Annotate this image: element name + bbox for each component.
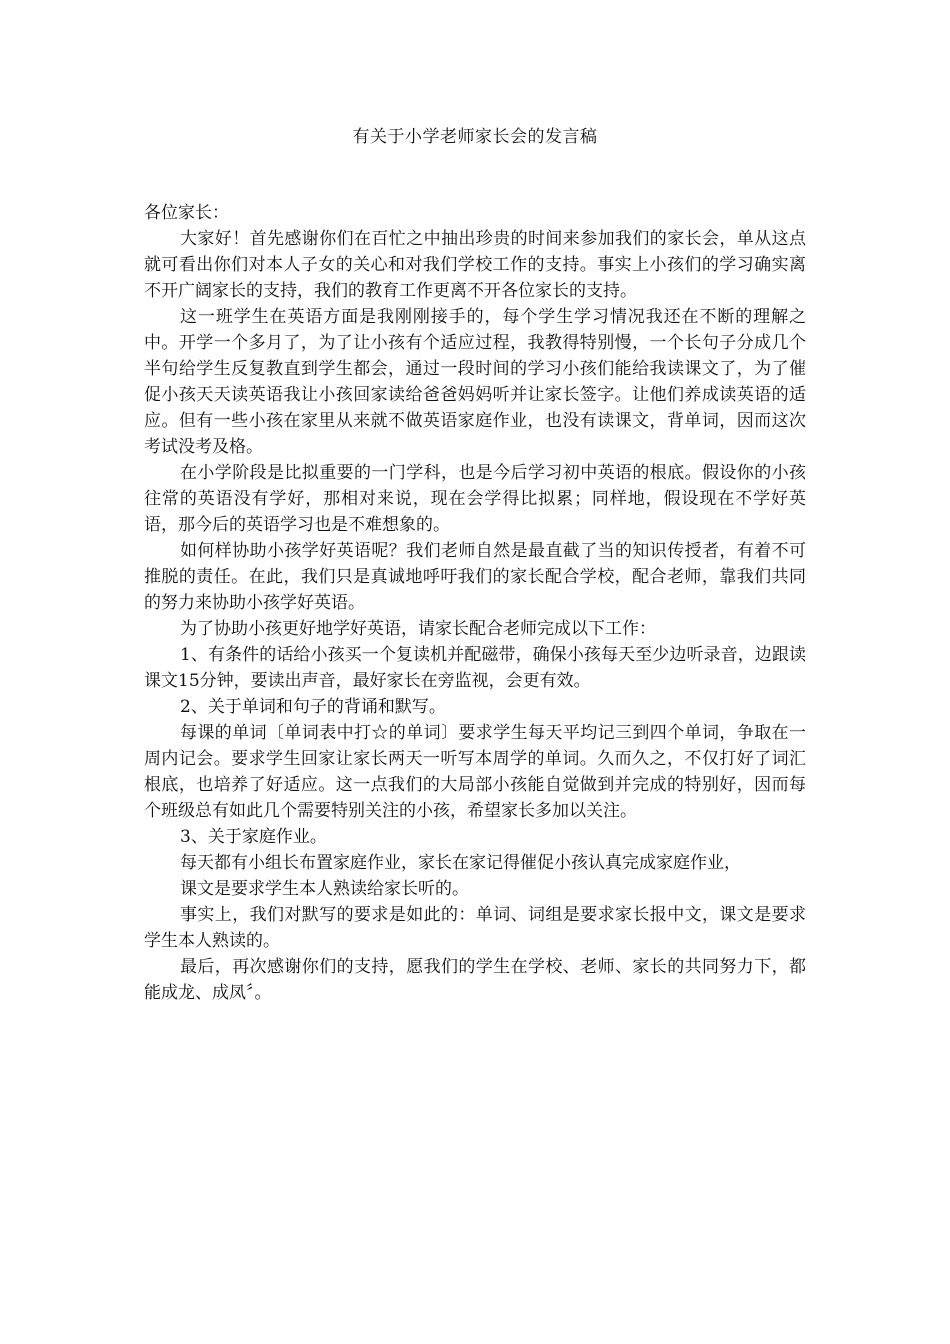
document-title: 有关于小学老师家长会的发言稿 <box>352 127 598 147</box>
paragraph-closing: 最后，再次感谢你们的支持，愿我们的学生在学校、老师、家长的共同努力下，都能成龙、成凤〞。 <box>144 957 806 1003</box>
paragraph-how-to-help: 如何样协助小孩学好英语呢？我们老师自然是最直截了当的知识传授者，有着不可推脱的责任。在此，我们只是真诚地呼吁我们的家长配合学校，配合老师，靠我们共同的努力来协助小孩学好英语。 <box>144 541 806 613</box>
paragraph-item-2: 2、关于单词和句子的背诵和默写。 <box>180 697 446 717</box>
paragraph-item-1: 1、有条件的话给小孩买一个复读机并配磁带，确保小孩每天至少边听录音，边跟读课文15分钟，要读出声音，最好家长在旁监视，会更有效。 <box>144 645 806 691</box>
paragraph-class-situation: 这一班学生在英语方面是我刚刚接手的，每个学生学习情况我还在不断的理解之中。开学一个多月了，为了让小孩有个适应过程，我教得特别慢，一个长句子分成几个半句给学生反复教直到学生都会，通过一段时间的学习小孩们能给我读课文了，为了催促小孩天天读英语我让小孩回家读给爸爸妈妈听并让家长签字。让他们养成读英语的适应。但有一些小孩在家里从来就不做英语家庭作业，也没有读课文，背单词，因而这次考试没考及格。 <box>144 307 806 457</box>
paragraph-vocabulary: 每课的单词〔单词表中打☆的单词〕要求学生每天平均记三到四个单词，争取在一周内记会。要求学生回家让家长两天一听写本周学的单词。久而久之，不仅打好了词汇根底，也培养了好适应。这一点我们的大局部小孩能自觉做到并完成的特别好，因而每个班级总有如此几个需要特别关注的小孩，希望家长多加以关注。 <box>144 723 806 821</box>
salutation: 各位家长： <box>144 203 229 223</box>
paragraph-request: 为了协助小孩更好地学好英语，请家长配合老师完成以下工作： <box>180 619 656 639</box>
paragraph-reading: 课文是要求学生本人熟读给家长听的。 <box>180 879 469 899</box>
paragraph-homework: 每天都有小组长布置家庭作业，家长在家记得催促小孩认真完成家庭作业， <box>180 853 741 873</box>
document-body <box>144 200 806 1006</box>
paragraph-greeting: 大家好！首先感谢你们在百忙之中抽出珍贵的时间来参加我们的家长会，单从这点就可看出你们对本人子女的关心和对我们学校工作的支持。事实上小孩们的学习确实离不开广阔家长的支持，我们的教育工作更离不开各位家长的支持。 <box>144 229 806 301</box>
paragraph-dictation: 事实上，我们对默写的要求是如此的：单词、词组是要求家长报中文，课文是要求学生本人熟读的。 <box>144 905 806 951</box>
paragraph-item-3: 3、关于家庭作业。 <box>180 827 327 847</box>
paragraph-importance: 在小学阶段是比拟重要的一门学科，也是今后学习初中英语的根底。假设你的小孩往常的英语没有学好，那相对来说，现在会学得比拟累；同样地，假设现在不学好英语，那今后的英语学习也是不难想象的。 <box>144 463 806 535</box>
